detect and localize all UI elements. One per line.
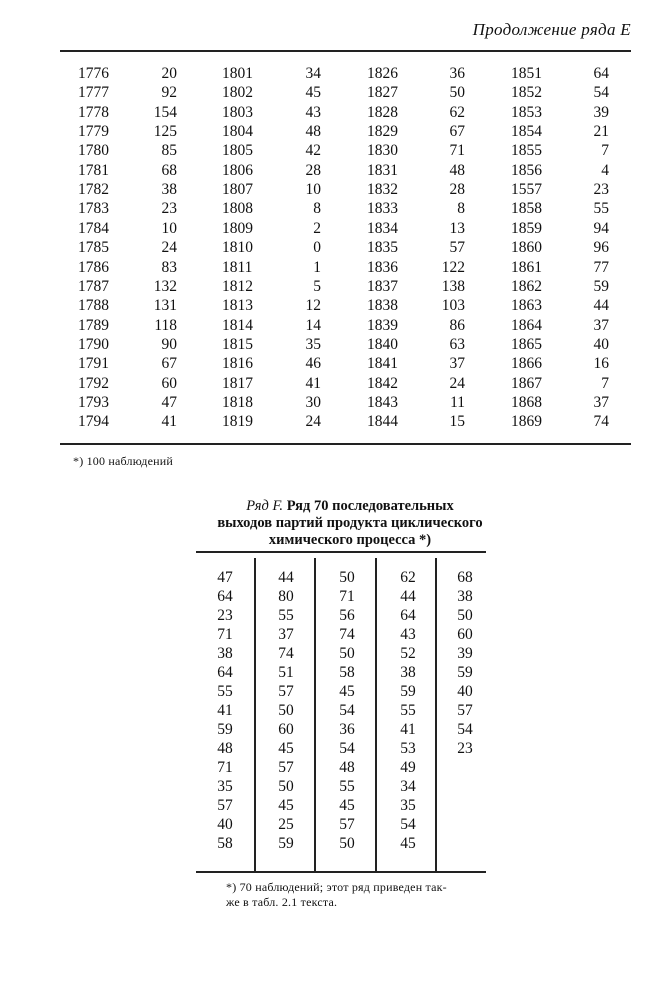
value-cell: 11 — [450, 393, 465, 411]
series-f-value: 43 — [400, 626, 416, 643]
year-cell: 1808 — [222, 200, 253, 218]
year-cell: 1807 — [222, 181, 253, 199]
year-cell: 1836 — [367, 258, 398, 276]
year-cell: 1835 — [367, 239, 398, 257]
series-f-value: 25 — [278, 816, 294, 833]
value-cell: 28 — [305, 161, 321, 179]
series-f-footnote-line1: *) 70 наблюдений; этот ряд приведен так- — [226, 880, 447, 894]
year-cell: 1828 — [367, 103, 398, 121]
year-cell: 1782 — [78, 181, 109, 199]
value-cell: 14 — [305, 316, 321, 334]
series-f-value: 57 — [217, 797, 233, 814]
series-f-value: 35 — [217, 778, 233, 795]
year-cell: 1842 — [367, 374, 398, 392]
year-cell: 1819 — [222, 413, 253, 431]
value-cell: 138 — [441, 277, 465, 295]
series-f-value: 35 — [400, 797, 416, 814]
series-f-value: 48 — [339, 759, 355, 776]
series-f-value: 59 — [217, 721, 233, 738]
value-cell: 42 — [305, 142, 321, 160]
year-cell: 1815 — [222, 335, 253, 353]
year-cell: 1780 — [78, 142, 109, 160]
series-f-value: 45 — [278, 740, 294, 757]
year-cell: 1781 — [78, 161, 109, 179]
series-e-footnote: *) 100 наблюдений — [73, 454, 173, 468]
series-f-value: 56 — [339, 607, 355, 624]
year-cell: 1829 — [367, 123, 398, 141]
value-cell: 68 — [161, 161, 177, 179]
year-cell: 1816 — [222, 355, 253, 373]
year-cell: 1792 — [78, 374, 109, 392]
value-cell: 57 — [449, 239, 465, 257]
value-cell: 96 — [593, 239, 609, 257]
year-cell: 1833 — [367, 200, 398, 218]
series-f-value: 50 — [278, 778, 294, 795]
year-cell: 1865 — [511, 335, 542, 353]
value-cell: 154 — [153, 103, 177, 121]
value-cell: 1 — [313, 258, 321, 276]
value-cell: 41 — [305, 374, 321, 392]
series-f-value: 62 — [400, 569, 416, 586]
year-cell: 1861 — [511, 258, 542, 276]
year-cell: 1811 — [222, 258, 253, 276]
series-f-value: 23 — [217, 607, 233, 624]
series-f-value: 59 — [457, 664, 473, 681]
year-cell: 1841 — [367, 355, 398, 373]
series-f-value: 74 — [339, 626, 355, 643]
value-cell: 64 — [593, 65, 609, 82]
series-f-value: 45 — [339, 683, 355, 700]
value-cell: 92 — [161, 84, 177, 102]
series-f-value: 55 — [400, 702, 416, 719]
series-f-title-text: Ряд 70 последовательных — [283, 498, 454, 514]
series-f-value: 38 — [400, 664, 416, 681]
series-f-value: 45 — [400, 835, 416, 852]
year-cell: 1827 — [367, 84, 398, 102]
series-f-value: 60 — [457, 626, 473, 643]
year-cell: 1787 — [78, 277, 109, 295]
series-f-label: Ряд F. — [246, 498, 284, 514]
value-cell: 77 — [593, 258, 609, 276]
value-cell: 45 — [305, 84, 321, 102]
value-cell: 90 — [161, 335, 177, 353]
year-cell: 1791 — [78, 355, 109, 373]
year-cell: 1818 — [222, 393, 253, 411]
series-f-value: 38 — [457, 588, 473, 605]
series-f-value: 57 — [278, 759, 294, 776]
year-cell: 1793 — [78, 393, 109, 411]
year-cell: 1832 — [367, 181, 398, 199]
value-cell: 23 — [161, 200, 177, 218]
series-f-footnote-line2: же в табл. 2.1 текста. — [226, 895, 338, 909]
year-cell: 1802 — [222, 84, 253, 102]
series-f-value: 59 — [400, 683, 416, 700]
year-cell: 1859 — [511, 219, 542, 237]
value-cell: 37 — [449, 355, 465, 373]
series-f-value: 55 — [278, 607, 294, 624]
value-cell: 7 — [601, 374, 609, 392]
year-cell: 1777 — [78, 84, 109, 102]
year-cell: 1831 — [367, 161, 398, 179]
series-f-value: 54 — [339, 740, 355, 757]
series-f-column-divider — [435, 558, 437, 871]
series-f-title-line3: химического процесса *) — [268, 532, 432, 548]
value-cell: 37 — [593, 393, 609, 411]
value-cell: 74 — [593, 413, 609, 431]
value-cell: 23 — [593, 181, 609, 199]
year-cell: 1840 — [367, 335, 398, 353]
year-cell: 1854 — [511, 123, 542, 141]
value-cell: 39 — [593, 103, 609, 121]
series-f-value: 50 — [339, 569, 355, 586]
value-cell: 37 — [593, 316, 609, 334]
series-f-value: 50 — [278, 702, 294, 719]
year-cell: 1834 — [367, 219, 398, 237]
year-cell: 1783 — [78, 200, 109, 218]
series-f-value: 58 — [217, 835, 233, 852]
value-cell: 20 — [161, 65, 177, 82]
series-f-value: 41 — [217, 702, 233, 719]
year-cell: 1794 — [78, 413, 109, 431]
value-cell: 10 — [305, 181, 321, 199]
series-f-value: 38 — [217, 645, 233, 662]
value-cell: 35 — [305, 335, 321, 353]
value-cell: 40 — [593, 335, 609, 353]
year-cell: 1830 — [367, 142, 398, 160]
value-cell: 131 — [153, 297, 177, 315]
series-f-value: 23 — [457, 740, 473, 757]
value-cell: 85 — [161, 142, 177, 160]
year-cell: 1789 — [78, 316, 109, 334]
series-f-column-divider — [314, 558, 316, 871]
top-rule — [60, 50, 631, 52]
value-cell: 86 — [449, 316, 465, 334]
series-f-value: 48 — [217, 740, 233, 757]
series-f-value: 60 — [278, 721, 294, 738]
series-e-bottom-rule — [60, 443, 631, 445]
value-cell: 0 — [313, 239, 321, 257]
value-cell: 5 — [313, 277, 321, 295]
year-cell: 1855 — [511, 142, 542, 160]
series-f-value: 64 — [400, 607, 416, 624]
year-cell: 1826 — [367, 65, 398, 82]
value-cell: 43 — [305, 103, 321, 121]
series-f-value: 52 — [400, 645, 416, 662]
value-cell: 47 — [161, 393, 177, 411]
series-f-value: 54 — [400, 816, 416, 833]
year-cell: 1863 — [511, 297, 542, 315]
year-cell: 1784 — [78, 219, 109, 237]
series-f-column-divider — [375, 558, 377, 871]
value-cell: 44 — [593, 297, 609, 315]
year-cell: 1852 — [511, 84, 542, 102]
series-f-value: 71 — [217, 759, 233, 776]
year-cell: 1810 — [222, 239, 253, 257]
year-cell: 1868 — [511, 393, 542, 411]
series-f-value: 45 — [278, 797, 294, 814]
value-cell: 48 — [305, 123, 321, 141]
value-cell: 67 — [161, 355, 177, 373]
year-cell: 1864 — [511, 316, 542, 334]
year-cell: 1788 — [78, 297, 109, 315]
value-cell: 24 — [305, 413, 321, 431]
value-cell: 8 — [313, 200, 321, 218]
series-f-value: 64 — [217, 588, 233, 605]
series-f-value: 37 — [278, 626, 294, 643]
series-f-value: 58 — [339, 664, 355, 681]
year-cell: 1813 — [222, 297, 253, 315]
series-f-column-divider — [254, 558, 256, 871]
year-cell: 1838 — [367, 297, 398, 315]
year-cell: 1862 — [511, 277, 542, 295]
series-f-value: 50 — [457, 607, 473, 624]
year-cell: 1806 — [222, 161, 253, 179]
year-cell: 1858 — [511, 200, 542, 218]
value-cell: 71 — [449, 142, 465, 160]
value-cell: 55 — [593, 200, 609, 218]
value-cell: 15 — [449, 413, 465, 431]
year-cell: 1812 — [222, 277, 253, 295]
series-f-value: 71 — [339, 588, 355, 605]
series-f-top-rule — [196, 551, 486, 553]
series-f-value: 53 — [400, 740, 416, 757]
year-cell: 1869 — [511, 413, 542, 431]
value-cell: 83 — [161, 258, 177, 276]
series-f-value: 68 — [457, 569, 473, 586]
series-f-value: 44 — [400, 588, 416, 605]
year-cell: 1814 — [222, 316, 253, 334]
series-f-value: 74 — [278, 645, 294, 662]
series-f-value: 34 — [400, 778, 416, 795]
value-cell: 34 — [305, 65, 321, 82]
series-f-value: 57 — [278, 683, 294, 700]
value-cell: 60 — [161, 374, 177, 392]
series-f-value: 64 — [217, 664, 233, 681]
value-cell: 12 — [305, 297, 321, 315]
year-cell: 1809 — [222, 219, 253, 237]
series-f-value: 80 — [278, 588, 294, 605]
value-cell: 7 — [601, 142, 609, 160]
value-cell: 48 — [449, 161, 465, 179]
series-f-value: 54 — [339, 702, 355, 719]
value-cell: 24 — [161, 239, 177, 257]
value-cell: 16 — [593, 355, 609, 373]
year-cell: 1851 — [511, 65, 542, 82]
value-cell: 21 — [593, 123, 609, 141]
value-cell: 67 — [449, 123, 465, 141]
series-f-title-line2: выходов партий продукта циклического — [217, 515, 483, 531]
series-f-value: 41 — [400, 721, 416, 738]
value-cell: 122 — [441, 258, 465, 276]
value-cell: 24 — [449, 374, 465, 392]
value-cell: 132 — [153, 277, 177, 295]
series-f-value: 45 — [339, 797, 355, 814]
series-f-value: 44 — [278, 569, 294, 586]
year-cell: 1860 — [511, 239, 542, 257]
year-cell: 1839 — [367, 316, 398, 334]
year-cell: 1557 — [511, 181, 542, 199]
year-cell: 1803 — [222, 103, 253, 121]
year-cell: 1867 — [511, 374, 542, 392]
year-cell: 1866 — [511, 355, 542, 373]
series-f-value: 47 — [217, 569, 233, 586]
year-cell: 1785 — [78, 239, 109, 257]
year-cell: 1779 — [78, 123, 109, 141]
year-cell: 1843 — [367, 393, 398, 411]
value-cell: 41 — [161, 413, 177, 431]
year-cell: 1790 — [78, 335, 109, 353]
value-cell: 28 — [449, 181, 465, 199]
series-f-bottom-rule — [196, 871, 486, 873]
year-cell: 1856 — [511, 161, 542, 179]
value-cell: 4 — [601, 161, 609, 179]
year-cell: 1853 — [511, 103, 542, 121]
value-cell: 30 — [305, 393, 321, 411]
series-f-value: 51 — [278, 664, 294, 681]
series-f-value: 50 — [339, 645, 355, 662]
series-f-title-line1 — [150, 498, 550, 515]
value-cell: 8 — [457, 200, 465, 218]
value-cell: 13 — [449, 219, 465, 237]
series-f-value: 71 — [217, 626, 233, 643]
year-cell: 1837 — [367, 277, 398, 295]
year-cell: 1786 — [78, 258, 109, 276]
year-cell: 1817 — [222, 374, 253, 392]
value-cell: 10 — [161, 219, 177, 237]
series-f-value: 40 — [217, 816, 233, 833]
value-cell: 36 — [449, 65, 465, 82]
running-header: Продолжение ряда E — [472, 20, 631, 39]
series-f-value: 39 — [457, 645, 473, 662]
series-f-value: 40 — [457, 683, 473, 700]
series-f-value: 50 — [339, 835, 355, 852]
value-cell: 62 — [449, 103, 465, 121]
year-cell: 1804 — [222, 123, 253, 141]
value-cell: 2 — [313, 219, 321, 237]
value-cell: 118 — [154, 316, 177, 334]
value-cell: 103 — [441, 297, 465, 315]
value-cell: 59 — [593, 277, 609, 295]
value-cell: 125 — [153, 123, 177, 141]
value-cell: 46 — [305, 355, 321, 373]
series-f-value: 55 — [217, 683, 233, 700]
series-f-value: 57 — [339, 816, 355, 833]
series-f-value: 54 — [457, 721, 473, 738]
year-cell: 1776 — [78, 65, 109, 82]
series-f-value: 49 — [400, 759, 416, 776]
value-cell: 50 — [449, 84, 465, 102]
year-cell: 1844 — [367, 413, 398, 431]
year-cell: 1778 — [78, 103, 109, 121]
value-cell: 54 — [593, 84, 609, 102]
year-cell: 1805 — [222, 142, 253, 160]
series-f-title — [150, 498, 550, 549]
series-f-footnote — [226, 880, 447, 910]
series-f-value: 36 — [339, 721, 355, 738]
value-cell: 63 — [449, 335, 465, 353]
value-cell: 94 — [593, 219, 609, 237]
series-f-value: 55 — [339, 778, 355, 795]
series-f-value: 59 — [278, 835, 294, 852]
value-cell: 38 — [161, 181, 177, 199]
series-f-value: 57 — [457, 702, 473, 719]
year-cell: 1801 — [222, 65, 253, 82]
